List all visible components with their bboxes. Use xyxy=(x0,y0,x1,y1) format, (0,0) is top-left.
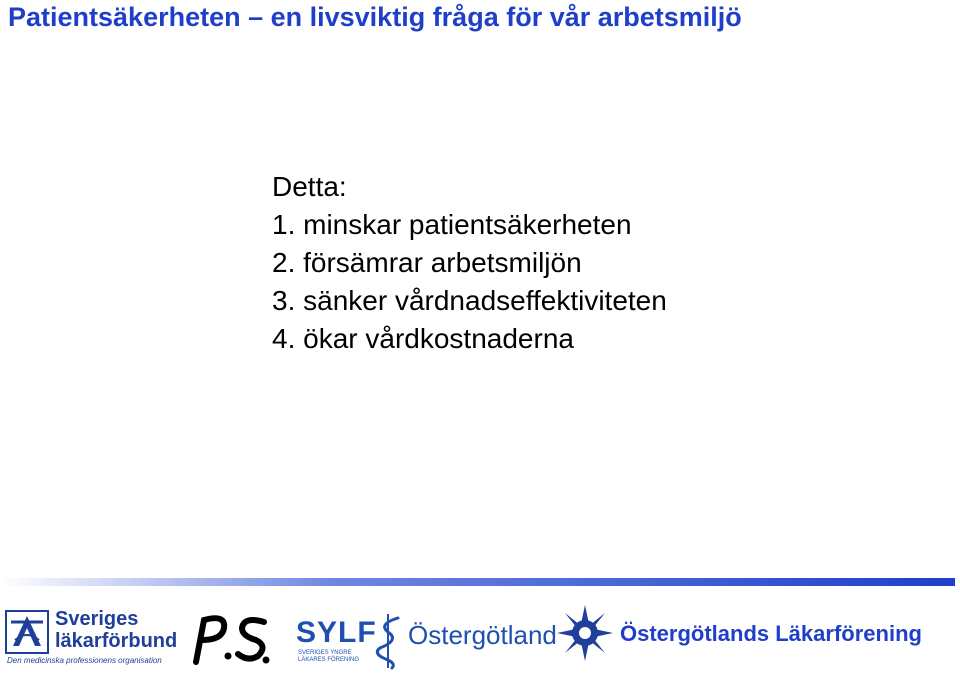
body-text xyxy=(272,168,667,358)
logo-sveriges-lakarforbund xyxy=(5,606,178,672)
sylf-wordmark: SYLF xyxy=(296,616,377,649)
list-item: 2. försämrar arbetsmiljön xyxy=(272,247,582,278)
logo-ostergotlands-lakarforening xyxy=(556,604,956,670)
list-item: 3. sänker vårdnadseffektiviteten xyxy=(272,285,667,316)
star-emblem-icon xyxy=(556,604,614,662)
slf-name-line1: Sveriges xyxy=(55,608,139,630)
slf-name-line2: läkarförbund xyxy=(55,630,178,652)
ps-signature-icon xyxy=(186,610,272,668)
slide-title: Patientsäkerheten – en livsviktig fråga för vår arbetsmiljö xyxy=(8,2,742,32)
aesculapius-snake-icon xyxy=(374,612,404,670)
sylf-subtitle-line1: SVERIGES YNGRE xyxy=(298,650,352,656)
sylf-region: Östergötland xyxy=(408,620,557,650)
list-item: 4. ökar vårdkostnaderna xyxy=(272,323,574,354)
body-intro: Detta: xyxy=(272,171,347,202)
logo-sylf-ostergotland xyxy=(296,606,557,668)
footer-divider xyxy=(0,578,955,586)
sylf-subtitle-line2: LÄKARES FÖRENING xyxy=(298,657,360,663)
sylf-subtitle xyxy=(298,650,359,664)
ol-name: Östergötlands Läkarförening xyxy=(620,621,922,646)
slf-tagline: Den medicinska professionens organisation xyxy=(7,656,162,665)
list-item: 1. minskar patientsäkerheten xyxy=(272,209,632,240)
slf-emblem-icon xyxy=(5,610,49,654)
